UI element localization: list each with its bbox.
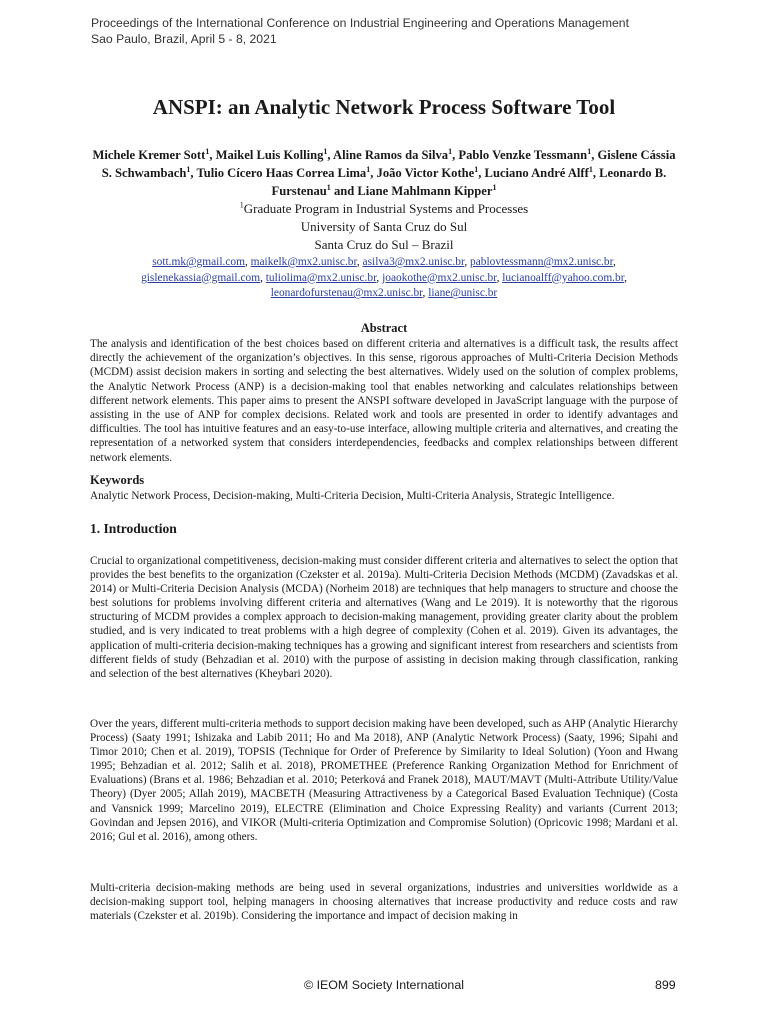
author-separator: , bbox=[370, 166, 377, 180]
author-affiliation-marker: 1 bbox=[323, 146, 328, 156]
author-emails: sott.mk@gmail.com, maikelk@mx2.unisc.br, asilva3@mx2.unisc.br, pablovtessmann@mx2.unisc.br, gislenekassia@gmail.com, tuliolima@mx2.unisc.br, joaokothe@mx2.unisc.br, lucianoalff@yahoo.com.br, leonardofurstenau@mx2.unisc.br, liane@unisc.br bbox=[141, 256, 627, 300]
author-name: Leonardo B. Furstenau bbox=[271, 166, 667, 198]
author-name: João Victor Kothe bbox=[376, 166, 475, 180]
author-affiliation-marker: 1 bbox=[205, 146, 210, 156]
email-link[interactable]: joaokothe@mx2.unisc.br bbox=[382, 271, 497, 284]
footer-copyright: © IEOM Society International bbox=[304, 978, 464, 992]
conference-name: Proceedings of the International Conference on Industrial Engineering and Operations Management bbox=[91, 16, 629, 30]
keywords-heading: Keywords bbox=[90, 473, 145, 487]
author-affiliation-marker: 1 bbox=[587, 146, 592, 156]
email-link[interactable]: sott.mk@gmail.com bbox=[152, 256, 245, 268]
author-separator: , bbox=[327, 148, 333, 162]
author-affiliation-marker: 1 bbox=[474, 164, 479, 174]
email-link[interactable]: liane@unisc.br bbox=[428, 287, 498, 300]
email-link[interactable]: gislenekassia@gmail.com bbox=[141, 271, 261, 284]
affiliation-university: University of Santa Cruz do Sul bbox=[300, 219, 468, 234]
conference-location-date: Sao Paulo, Brazil, April 5 - 8, 2021 bbox=[91, 32, 277, 46]
email-link[interactable]: asilva3@mx2.unisc.br bbox=[362, 256, 465, 268]
author-list bbox=[92, 146, 676, 200]
author-separator: and bbox=[330, 184, 358, 198]
author-name: Aline Ramos da Silva bbox=[333, 148, 449, 162]
page-number: 899 bbox=[655, 978, 676, 992]
author-affiliation-marker: 1 bbox=[326, 182, 331, 192]
author-affiliation-marker: 1 bbox=[186, 164, 191, 174]
email-link[interactable]: pablovtessmann@mx2.unisc.br bbox=[470, 256, 613, 268]
abstract-heading: Abstract bbox=[360, 321, 408, 335]
author-affiliation-marker: 1 bbox=[366, 164, 371, 174]
author-name: Luciano André Alff bbox=[484, 166, 589, 180]
author-separator: , bbox=[452, 148, 459, 162]
author-affiliation-marker: 1 bbox=[448, 146, 453, 156]
affiliation-location: Santa Cruz do Sul – Brazil bbox=[314, 237, 454, 252]
affiliation-marker: 1 bbox=[239, 200, 244, 210]
running-header bbox=[91, 15, 629, 47]
email-link[interactable]: leonardofurstenau@mx2.unisc.br bbox=[270, 287, 423, 300]
author-name: Gislene Cássia S. Schwambach bbox=[101, 148, 676, 180]
author-name: Michele Kremer Sott bbox=[92, 148, 206, 162]
paper-title: ANSPI: an Analytic Network Process Software Tool bbox=[152, 95, 616, 119]
paragraph: Crucial to organizational competitiveness, decision-making must consider different criteria and alternatives to select the option that provides the best benefits to the organization (Czekster et al. 2019a). Multi-Criteria Decision Methods (MCDM) (Zavadskas et al. 2014) or Multi-Criteria Decision Analysis (MCDA) (Norheim 2018) are techniques that help managers to structure and choose the best solutions for problems involving different criteria and alternatives (Wang and Le 2019). It is noteworthy that the rigorous structuring of MCDM provides a complex approach to decision-making management, providing greater clarity about the problem studied, and is very indicated to treat problems with a high degree of complexity (Cohen et al. 2019). Given its advantages, the application of multi-criteria decision-making techniques has a growing and significant interest from researchers and scientists from different fields of study (Behzadian et al. 2010) with the purpose of assisting in decision making through classification, ranking and selection of the best alternatives (Kheybari 2020). bbox=[90, 555, 678, 680]
email-link[interactable]: lucianoalff@yahoo.com.br bbox=[502, 271, 625, 284]
section-heading-introduction: 1. Introduction bbox=[90, 521, 177, 536]
author-name: Pablo Venzke Tessmann bbox=[458, 148, 588, 162]
affiliation-program: Graduate Program in Industrial Systems and Processes bbox=[243, 201, 529, 216]
author-separator: , bbox=[592, 166, 600, 180]
author-name: Maikel Luis Kolling bbox=[215, 148, 324, 162]
author-affiliation-marker: 1 bbox=[588, 164, 593, 174]
author-name: Tulio Cícero Haas Correa Lima bbox=[196, 166, 367, 180]
author-affiliation-marker: 1 bbox=[492, 182, 497, 192]
author-separator: , bbox=[190, 166, 197, 180]
author-separator: , bbox=[209, 148, 216, 162]
email-link[interactable]: tuliolima@mx2.unisc.br bbox=[265, 271, 377, 284]
author-separator: , bbox=[591, 148, 598, 162]
affiliation bbox=[0, 200, 768, 254]
abstract-text: The analysis and identification of the best choices based on different criteria and alternatives is a difficult task, the results affect directly the achievement of the organization’s objectives. In this sense, rigorous approaches of Multi-Criteria Decision Methods (MCDM) assist decision makers in sorting and selecting the best alternatives. Widely used on the solution of complex problems, the Analytic Network Process (ANP) is a decision-making tool that enables networking and calculates relationships between different network elements. This paper aims to present the ANSPI software developed in JavaScript language with the purpose of assisting in the use of ANP for complex decisions. Related work and tools are presented in order to identify advantages and difficulties. The tool has intuitive features and an easy-to-use interface, allowing multiple criteria and alternatives, and creating the representation of a networked system that considers interdependencies, feedbacks and complex relationships between different network elements. bbox=[90, 338, 678, 464]
author-name: Liane Mahlmann Kipper bbox=[357, 184, 493, 198]
paragraph: Over the years, different multi-criteria methods to support decision making have been developed, such as AHP (Analytic Hierarchy Process) (Saaty 1991; Ishizaka and Labib 2011; Ho and Ma 2018), ANP (Analytic Network Process) (Saaty, 1996; Sipahi and Timor 2010; Chen et al. 2019), TOPSIS (Technique for Order of Preference by Similarity to Ideal Solution) (Yoon and Hwang 1995; Behzadian et al. 2012; Salih et al. 2018), PROMETHEE (Preference Ranking Organization Method for Enrichment of Evaluations) (Brans et al. 1986; Behzadian et al. 2010; Peterková and Franek 2018), MAUT/MAVT (Multi-Attribute Utility/Value Theory) (Dyer 2005; Allah 2019), MACBETH (Measuring Attractiveness by a Categorical Based Evaluation Technique) (Costa and Vansnick 1999; Marcelino 2019), ELECTRE (Elimination and Choice Expressing Reality) and variants (Current 2013; Govindan and Jepsen 2016), and VIKOR (Multi-criteria Optimization and Compromise Solution) (Opricovic 1998; Mardani et al. 2016; Gul et al. 2016), among others. bbox=[90, 718, 678, 843]
keywords-text: Analytic Network Process, Decision-making, Multi-Criteria Decision, Multi-Criteria Analysis, Strategic Intelligence. bbox=[90, 490, 615, 502]
author-separator: , bbox=[478, 166, 485, 180]
paragraph: Multi-criteria decision-making methods are being used in several organizations, industries and universities worldwide as a decision-making support tool, helping managers in choosing alternatives that increase productivity and reduce costs and raw materials (Czekster et al. 2019b). Considering the importance and impact of decision making in bbox=[90, 882, 678, 923]
email-link[interactable]: maikelk@mx2.unisc.br bbox=[250, 256, 357, 268]
